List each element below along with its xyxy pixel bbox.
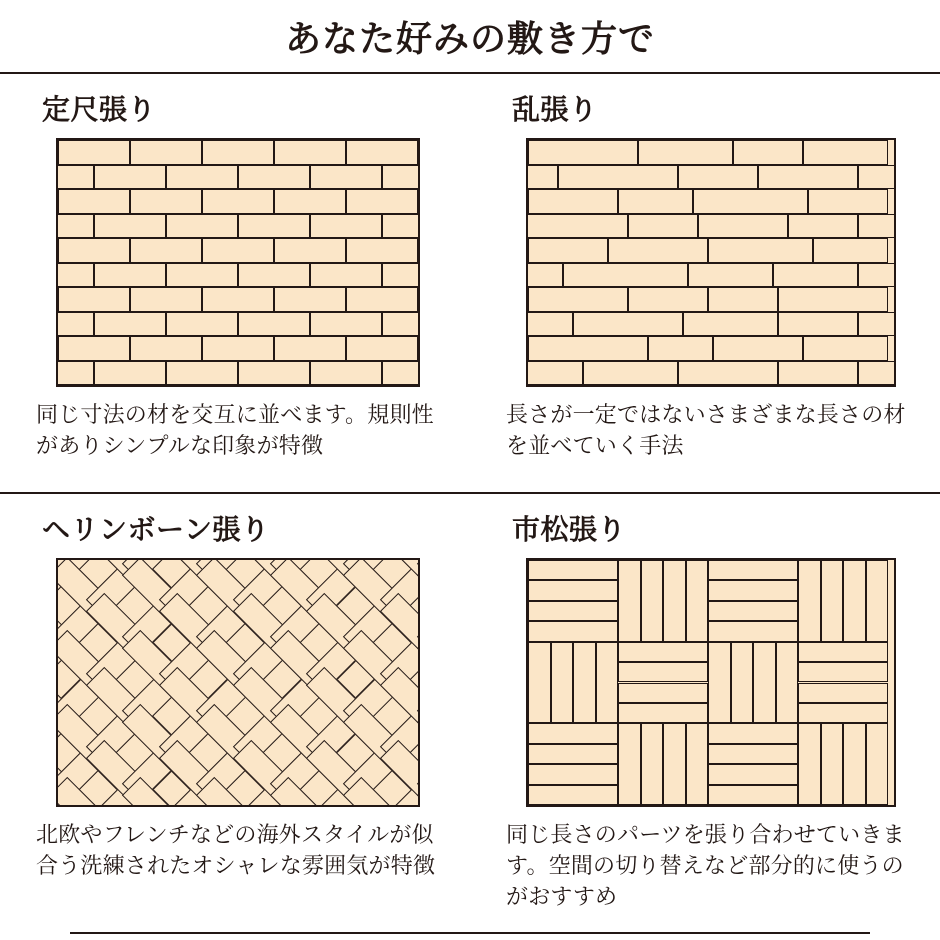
wood-plank	[382, 214, 420, 239]
wood-plank	[94, 214, 166, 239]
wood-plank	[733, 140, 803, 165]
wood-plank	[528, 560, 618, 580]
wood-plank	[528, 642, 551, 724]
wood-plank	[688, 263, 773, 288]
wood-plank	[708, 764, 798, 784]
wood-plank	[858, 214, 896, 239]
wood-plank	[843, 560, 866, 642]
wood-plank	[274, 238, 346, 263]
wood-plank	[382, 263, 420, 288]
wood-plank	[866, 723, 889, 805]
wood-plank	[708, 621, 798, 641]
wood-plank	[202, 189, 274, 214]
wood-plank	[821, 560, 844, 642]
page-title: あなた好みの敷き方で	[284, 17, 655, 59]
wood-plank	[708, 560, 798, 580]
wood-plank	[698, 214, 788, 239]
wood-plank	[563, 263, 688, 288]
wood-plank	[418, 336, 420, 361]
wood-plank	[573, 642, 596, 724]
wood-plank	[166, 214, 238, 239]
wood-plank	[238, 165, 310, 190]
wood-plank	[238, 214, 310, 239]
wood-plank	[808, 189, 888, 214]
wood-plank	[678, 361, 778, 386]
wood-plank	[858, 361, 896, 386]
section-description: 同じ寸法の材を交互に並べます。規則性がありシンプルな印象が特徴	[36, 402, 434, 459]
section-ranbari	[470, 74, 940, 494]
wood-plank	[166, 263, 238, 288]
section-title: 市松張り	[512, 514, 627, 545]
wood-plank	[713, 336, 803, 361]
wood-plank	[526, 361, 583, 386]
pattern-diagram-herringbone	[56, 558, 420, 807]
wood-plank	[528, 287, 628, 312]
wood-plank	[798, 723, 821, 805]
wood-plank	[528, 601, 618, 621]
wood-plank	[648, 336, 713, 361]
section-description: 北欧やフレンチなどの海外スタイルが似合う洗練されたオシャレな雰囲気が特徴	[36, 822, 436, 879]
wood-plank	[731, 642, 754, 724]
wood-plank	[663, 723, 686, 805]
wood-plank	[526, 263, 563, 288]
wood-plank	[528, 723, 618, 743]
wood-plank	[528, 336, 648, 361]
wood-plank	[56, 312, 94, 337]
wood-plank	[202, 140, 274, 165]
wood-plank	[382, 312, 420, 337]
wood-plank	[274, 140, 346, 165]
wood-plank	[608, 238, 708, 263]
wood-plank	[346, 189, 418, 214]
wood-plank	[202, 238, 274, 263]
wood-plank	[663, 560, 686, 642]
wood-plank	[310, 361, 382, 386]
wood-plank	[858, 165, 896, 190]
wood-plank	[803, 140, 888, 165]
wood-plank	[618, 703, 708, 723]
wood-plank	[708, 785, 798, 805]
wood-plank	[528, 621, 618, 641]
wood-plank	[628, 287, 708, 312]
wood-plank	[130, 287, 202, 312]
wood-plank	[56, 263, 94, 288]
wood-plank	[528, 189, 618, 214]
wood-plank	[94, 165, 166, 190]
wood-plank	[798, 642, 888, 662]
wood-plank	[708, 238, 813, 263]
wood-plank	[678, 165, 758, 190]
wood-plank	[618, 662, 708, 682]
wood-plank	[130, 140, 202, 165]
pattern-grid	[0, 74, 940, 914]
wood-plank	[618, 723, 641, 805]
wood-plank	[528, 785, 618, 805]
wood-plank	[94, 361, 166, 386]
wood-plank	[130, 238, 202, 263]
wood-plank	[778, 312, 858, 337]
wood-plank	[813, 238, 888, 263]
wood-plank	[58, 287, 130, 312]
wood-plank	[843, 723, 866, 805]
wood-plank	[528, 580, 618, 600]
wood-plank	[776, 642, 799, 724]
wood-plank	[382, 361, 420, 386]
bottom-divider	[70, 932, 870, 934]
wood-plank	[753, 642, 776, 724]
wood-plank	[708, 287, 778, 312]
pattern-diagram-checkerboard	[526, 558, 896, 807]
wood-plank	[528, 238, 608, 263]
wood-plank	[528, 744, 618, 764]
wood-plank	[56, 165, 94, 190]
wood-plank	[310, 263, 382, 288]
wood-plank	[758, 165, 858, 190]
wood-plank	[418, 140, 420, 165]
wood-plank	[618, 683, 708, 703]
wood-plank	[274, 336, 346, 361]
wood-plank	[596, 642, 619, 724]
wood-plank	[346, 238, 418, 263]
wood-plank	[274, 287, 346, 312]
wood-plank	[56, 214, 94, 239]
wood-plank	[798, 662, 888, 682]
wood-plank	[310, 214, 382, 239]
wood-plank	[382, 165, 420, 190]
section-title: 定尺張り	[42, 94, 157, 125]
wood-plank	[778, 361, 858, 386]
wood-plank	[686, 723, 709, 805]
wood-plank	[130, 336, 202, 361]
wood-plank	[526, 165, 558, 190]
wood-plank	[693, 189, 808, 214]
wood-plank	[58, 238, 130, 263]
wood-plank	[526, 214, 628, 239]
section-jakushaku	[0, 74, 470, 494]
section-herringbone	[0, 494, 470, 914]
wood-plank	[418, 238, 420, 263]
wood-plank	[346, 287, 418, 312]
section-ichimatsu	[470, 494, 940, 914]
wood-plank	[528, 764, 618, 784]
wood-plank	[788, 214, 858, 239]
wood-plank	[686, 560, 709, 642]
wood-plank	[708, 642, 731, 724]
wood-plank	[346, 140, 418, 165]
section-description: 長さが一定ではないさまざまな長さの材を並べていく手法	[506, 402, 906, 459]
pattern-diagram-running-bond	[56, 138, 420, 387]
wood-plank	[238, 361, 310, 386]
wood-plank	[238, 312, 310, 337]
wood-plank	[573, 312, 683, 337]
wood-plank	[274, 189, 346, 214]
wood-plank	[202, 287, 274, 312]
wood-plank	[94, 312, 166, 337]
wood-plank	[56, 361, 94, 386]
section-title: ヘリンボーン張り	[42, 514, 270, 545]
wood-plank	[641, 560, 664, 642]
wood-plank	[418, 287, 420, 312]
wood-plank	[858, 263, 896, 288]
wood-plank	[708, 580, 798, 600]
wood-plank	[618, 560, 641, 642]
wood-plank	[202, 336, 274, 361]
wood-plank	[618, 642, 708, 662]
wood-plank	[58, 336, 130, 361]
wood-plank	[166, 165, 238, 190]
wood-plank	[526, 312, 573, 337]
section-title: 乱張り	[512, 94, 598, 125]
wood-plank	[166, 312, 238, 337]
wood-plank	[618, 189, 693, 214]
wood-plank	[821, 723, 844, 805]
wood-plank	[798, 560, 821, 642]
wood-plank	[641, 723, 664, 805]
wood-plank	[551, 642, 574, 724]
wood-plank	[310, 312, 382, 337]
wood-plank	[346, 336, 418, 361]
wood-plank	[683, 312, 778, 337]
wood-plank	[708, 744, 798, 764]
page-header	[0, 0, 940, 74]
wood-plank	[798, 703, 888, 723]
wood-plank	[708, 601, 798, 621]
wood-plank	[58, 189, 130, 214]
wood-plank	[58, 140, 130, 165]
wood-plank	[773, 263, 858, 288]
pattern-diagram-random-length	[526, 138, 896, 387]
wood-plank	[798, 683, 888, 703]
wood-plank	[778, 287, 888, 312]
wood-plank	[94, 263, 166, 288]
wood-plank	[558, 165, 678, 190]
wood-plank	[628, 214, 698, 239]
wood-plank	[310, 165, 382, 190]
wood-plank	[130, 189, 202, 214]
section-description: 同じ長さのパーツを張り合わせていきます。空間の切り替えなど部分的に使うのがおすすめ	[506, 822, 905, 910]
wood-plank	[528, 140, 638, 165]
wood-plank	[803, 336, 888, 361]
wood-plank	[166, 361, 238, 386]
wood-plank	[858, 312, 896, 337]
wood-plank	[418, 189, 420, 214]
wood-plank	[866, 560, 889, 642]
wood-plank	[583, 361, 678, 386]
wood-plank	[238, 263, 310, 288]
wood-plank	[638, 140, 733, 165]
wood-plank	[708, 723, 798, 743]
